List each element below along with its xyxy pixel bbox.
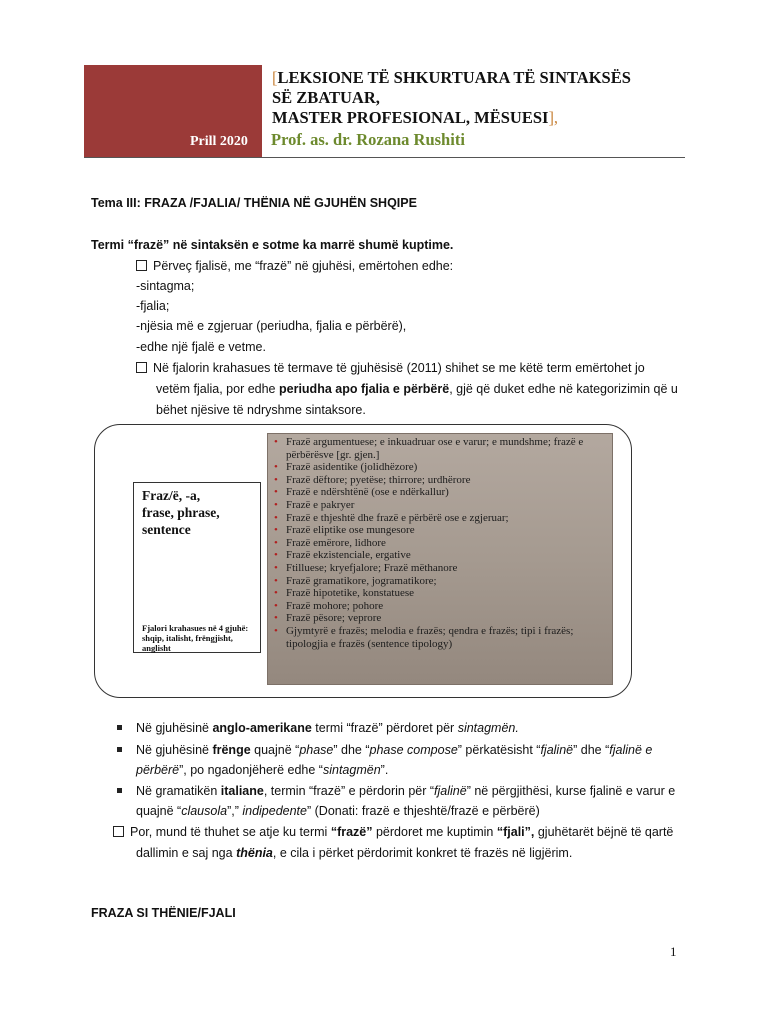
list-item: • Frazë gramatikore, jogramatikore; <box>274 575 612 588</box>
item2-line-3: bëhet njësive të ndryshme sintaksore. <box>156 403 366 417</box>
text: Në gramatikën <box>136 784 221 798</box>
list-item: • Frazë mohore; pohore <box>274 600 612 613</box>
emphasis: anglo-amerikane <box>212 721 312 735</box>
text: Në gjuhësinë <box>136 721 213 735</box>
text: quajnë “ <box>136 804 182 818</box>
item2-text-a: vetëm fjalia, por edhe <box>156 382 279 396</box>
subheading: FRAZA SI THËNIE/FJALI <box>91 906 236 920</box>
headword-line-1: Fraz/ë, -a, <box>142 488 201 503</box>
checkbox-icon <box>136 362 147 373</box>
theme-heading: Tema III: FRAZA /FJALIA/ THËNIA NË GJUHËN SHQIPE <box>91 196 417 210</box>
text: quajnë “ <box>250 743 300 757</box>
text: ” përkatësisht “ <box>457 743 541 757</box>
text: , termin “frazë” e përdorin për “ <box>263 784 435 798</box>
text: ” në përgjithësi, kurse fjalinë e varur e <box>466 784 676 798</box>
emphasis: “fjali”, <box>496 825 535 839</box>
bullet-french <box>117 740 652 760</box>
item1-line-4: -edhe një fjalë e vetme. <box>136 340 266 354</box>
text: dallimin e saj nga <box>136 846 237 860</box>
bullet-italian <box>117 781 675 801</box>
bullet-anglo-american <box>117 718 519 738</box>
emphasis: frënge <box>212 743 251 757</box>
header-title <box>272 68 631 128</box>
bullet-italian-cont <box>136 801 540 821</box>
list-item: • Frazë argumentuese; e inkuadruar ose e varur; e mundshme; frazë e përbërësve [gr. gjen.] <box>274 436 612 461</box>
emphasis: italiane <box>220 784 264 798</box>
item1-line-2: -fjalia; <box>136 299 170 313</box>
item1-line-1: -sintagma; <box>136 279 195 293</box>
text: ”,” <box>227 804 243 818</box>
square-bullet-icon <box>117 747 122 752</box>
text: termi “frazë” përdoret për <box>311 721 458 735</box>
italic: clausola <box>181 804 228 818</box>
text: Por, mund të thuhet se atje ku termi <box>130 825 331 839</box>
list-item: • Frazë emërore, lidhore <box>274 537 612 550</box>
header-date: Prill 2020 <box>190 134 248 149</box>
list-item: • Frazë e ndërshtënë (ose e ndërkallur) <box>274 486 612 499</box>
italic: fjalinë <box>434 784 467 798</box>
bullet-french-cont <box>136 760 388 780</box>
item2-line-1: Në fjalorin krahasues të termave të gjuhësisë (2011) shihet se me këtë term emërtohet jo <box>153 361 645 375</box>
text: , e cila i përket përdorimit konkret të frazës në ligjërim. <box>272 846 573 860</box>
header-divider <box>84 157 685 158</box>
text: ”, po ngadonjëherë edhe “ <box>179 763 323 777</box>
text: ” dhe “ <box>573 743 610 757</box>
dictionary-headword <box>142 487 220 538</box>
checkbox-item-3 <box>113 822 673 842</box>
emphasis: “frazë” <box>330 825 373 839</box>
text: Në gjuhësinë <box>136 743 213 757</box>
list-item: • Frazë eliptike ose mungesore <box>274 524 612 537</box>
section-heading: Termi “frazë” në sintaksën e sotme ka marrë shumë kuptime. <box>91 238 454 252</box>
phrase-types-panel <box>267 433 613 685</box>
title-line-3: MASTER PROFESIONAL, MËSUESI <box>272 108 549 127</box>
dictionary-note: Fjalori krahasues në 4 gjuhë: shqip, italisht, frëngjisht, anglisht <box>142 623 249 653</box>
italic: përbërë <box>136 763 180 777</box>
text: gjuhëtarët bëjnë të qartë <box>534 825 674 839</box>
page-number: 1 <box>670 944 677 959</box>
list-item: • Frazë e pakryer <box>274 499 612 512</box>
header-author: Prof. as. dr. Rozana Rushiti <box>271 130 465 149</box>
text: ”. <box>380 763 389 777</box>
list-item: • Frazë hipotetike, konstatuese <box>274 587 612 600</box>
headword-line-3: sentence <box>142 522 191 537</box>
bracket-close: ], <box>548 108 559 127</box>
italic: phase compose <box>369 743 458 757</box>
item2-emphasis: periudha apo fjalia e përbërë <box>279 382 450 396</box>
italic: fjalinë <box>540 743 574 757</box>
list-item: • Ftilluese; kryefjalore; Frazë mëthanore <box>274 562 612 575</box>
list-item: • Frazë asidentike (jolidhëzore) <box>274 461 612 474</box>
dictionary-card <box>133 482 261 653</box>
list-item: • Gjymtyrë e frazës; melodia e frazës; qendra e frazës; tipi i frazës; tipologjia e frazës (sentence tipology) <box>274 625 612 650</box>
item2-line-2 <box>156 379 678 399</box>
italic: sintagmën. <box>457 721 519 735</box>
phrase-types-list <box>268 434 612 650</box>
italic: phase <box>299 743 334 757</box>
item2-text-c: , gjë që duket edhe në kategorizimin që u <box>449 382 678 396</box>
italic: sintagmën <box>322 763 381 777</box>
italic: indipedente <box>242 804 307 818</box>
emphasis: thënia <box>236 846 273 860</box>
checkbox-icon <box>136 260 147 271</box>
list-item: • Frazë dëftore; pyetëse; thirrore; urdhërore <box>274 474 612 487</box>
item1-text: Përveç fjalisë, me “frazë” në gjuhësi, emërtohen edhe: <box>153 259 454 273</box>
italic: fjalinë e <box>609 743 653 757</box>
checkbox-item-1 <box>136 256 453 276</box>
checkbox-item-2 <box>136 358 679 378</box>
headword-line-2: frase, phrase, <box>142 505 220 520</box>
title-line-2: SË ZBATUAR, <box>272 88 380 107</box>
text: përdoret me kuptimin <box>372 825 497 839</box>
text: ” dhe “ <box>333 743 370 757</box>
list-item: • Frazë e thjeshtë dhe frazë e përbërë ose e zgjeruar; <box>274 512 612 525</box>
text: ” (Donati: frazë e thjeshtë/frazë e përbërë) <box>307 804 540 818</box>
list-item: • Frazë pësore; veprore <box>274 612 612 625</box>
list-item: • Frazë ekzistenciale, ergative <box>274 549 612 562</box>
item1-line-3: -njësia më e zgjeruar (periudha, fjalia e përbërë), <box>136 319 407 333</box>
title-line-1: LEKSIONE TË SHKURTUARA TË SINTAKSËS <box>277 68 631 87</box>
checkbox-icon <box>113 826 124 837</box>
bracket-open: [ <box>272 68 278 87</box>
square-bullet-icon <box>117 725 122 730</box>
square-bullet-icon <box>117 788 122 793</box>
checkbox-item-3-cont <box>136 843 572 863</box>
